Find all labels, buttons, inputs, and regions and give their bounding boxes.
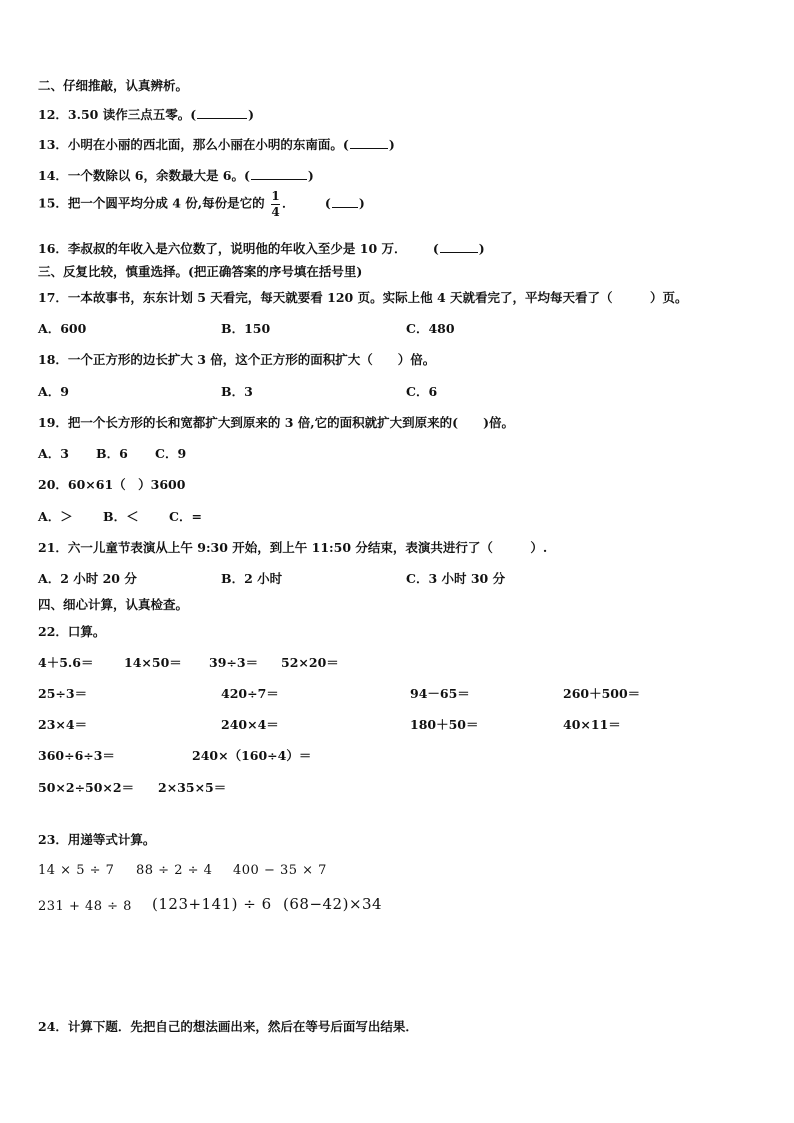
answer-blank-15[interactable] — [332, 195, 358, 208]
option-18-c[interactable]: C．6 — [406, 384, 438, 399]
stepwise-calc-item: (123+141) ÷ 6 — [152, 895, 272, 913]
answer-blank-13[interactable] — [350, 136, 388, 149]
question-13-close: ) — [388, 137, 395, 152]
fraction-one-quarter — [271, 190, 280, 218]
stepwise-calc-item: 88 ÷ 2 ÷ 4 — [136, 863, 213, 878]
option-17-c[interactable]: C．480 — [406, 321, 455, 336]
oral-calc-item: 40×11＝ — [563, 717, 621, 732]
oral-calc-item: 25÷3＝ — [38, 686, 88, 701]
option-21-c[interactable]: C．3 小时 30 分 — [406, 571, 506, 586]
question-12 — [38, 106, 254, 122]
oral-calc-item: 52×20＝ — [281, 655, 339, 670]
question-15 — [38, 190, 365, 218]
oral-calc-item: 420÷7＝ — [221, 686, 279, 701]
option-18-a[interactable]: A．9 — [38, 384, 69, 399]
question-21: 21．六一儿童节表演从上午 9:30 开始，到上午 11:50 分结束，表演共进行了（ ）. — [38, 540, 548, 555]
question-19: 19．把一个长方形的长和宽都扩大到原来的 3 倍,它的面积就扩大到原来的( )倍。 — [38, 415, 514, 430]
option-19-a[interactable]: A．3 — [38, 446, 69, 461]
question-23-title: 23．用递等式计算。 — [38, 832, 156, 847]
option-19-c[interactable]: C．9 — [155, 446, 187, 461]
question-12-close: ) — [248, 107, 255, 122]
question-15-close: ) — [358, 195, 365, 211]
question-16-close: ) — [478, 241, 485, 256]
question-14-text: 14．一个数除以 6，余数最大是 6。( — [38, 168, 250, 183]
question-24-title: 24．计算下题．先把自己的想法画出来，然后在等号后面写出结果． — [38, 1019, 418, 1034]
question-14 — [38, 167, 314, 183]
fraction-denominator: 4 — [271, 204, 280, 219]
question-15-open: ( — [324, 195, 331, 211]
question-16 — [38, 240, 485, 256]
oral-calc-item: 240×（160÷4）＝ — [192, 748, 312, 763]
answer-blank-16[interactable] — [440, 240, 478, 253]
option-17-b[interactable]: B．150 — [221, 321, 271, 336]
question-14-close: ) — [307, 168, 314, 183]
question-15-period: ． — [282, 195, 295, 211]
option-20-c[interactable]: C．= — [169, 509, 202, 524]
section3-heading: 三、反复比较，慎重选择。(把正确答案的序号填在括号里) — [38, 264, 363, 279]
option-21-a[interactable]: A．2 小时 20 分 — [38, 571, 137, 586]
option-18-b[interactable]: B．3 — [221, 384, 253, 399]
question-13 — [38, 136, 395, 152]
oral-calc-item: 240×4＝ — [221, 717, 279, 732]
oral-calc-item: 2×35×5＝ — [158, 780, 227, 795]
stepwise-calc-item: 14 × 5 ÷ 7 — [38, 863, 115, 878]
stepwise-calc-item: 231 + 48 ÷ 8 — [38, 899, 132, 914]
option-19-b[interactable]: B．6 — [96, 446, 128, 461]
option-17-a[interactable]: A．600 — [38, 321, 87, 336]
oral-calc-item: 23×4＝ — [38, 717, 88, 732]
question-20: 20．60×61（ ）3600 — [38, 477, 186, 492]
stepwise-calc-item: (68−42)×34 — [283, 895, 383, 913]
question-16-text: 16．李叔叔的年收入是六位数了，说明他的年收入至少是 10 万． — [38, 241, 407, 256]
question-13-text: 13．小明在小丽的西北面，那么小丽在小明的东南面。( — [38, 137, 349, 152]
question-22-title: 22．口算。 — [38, 624, 106, 639]
answer-blank-14[interactable] — [251, 167, 307, 180]
question-17: 17．一本故事书，东东计划 5 天看完，每天就要看 120 页。实际上他 4 天就看完了，平均每天看了（ ）页。 — [38, 290, 688, 305]
oral-calc-item: 260＋500＝ — [563, 686, 641, 701]
question-15-text: 15．把一个圆平均分成 4 份,每份是它的 — [38, 195, 265, 211]
option-21-b[interactable]: B．2 小时 — [221, 571, 283, 586]
section4-heading: 四、细心计算，认真检查。 — [38, 597, 189, 612]
option-20-b[interactable]: B．＜ — [103, 509, 139, 524]
section2-heading: 二、仔细推敲，认真辨析。 — [38, 78, 189, 93]
oral-calc-item: 180＋50＝ — [410, 717, 479, 732]
answer-blank-12[interactable] — [197, 106, 247, 119]
question-12-text: 12．3.50 读作三点五零。( — [38, 107, 197, 122]
question-16-open: ( — [432, 241, 439, 256]
oral-calc-item: 50×2÷50×2＝ — [38, 780, 135, 795]
question-18: 18．一个正方形的边长扩大 3 倍，这个正方形的面积扩大（ ）倍。 — [38, 352, 436, 367]
oral-calc-item: 4＋5.6＝ — [38, 655, 94, 670]
oral-calc-item: 14×50＝ — [124, 655, 182, 670]
oral-calc-item: 360÷6÷3＝ — [38, 748, 115, 763]
stepwise-calc-item: 400 − 35 × 7 — [233, 863, 327, 878]
oral-calc-item: 39÷3＝ — [209, 655, 259, 670]
oral-calc-item: 94－65＝ — [410, 686, 470, 701]
fraction-numerator: 1 — [271, 189, 280, 203]
option-20-a[interactable]: A．＞ — [38, 509, 73, 524]
